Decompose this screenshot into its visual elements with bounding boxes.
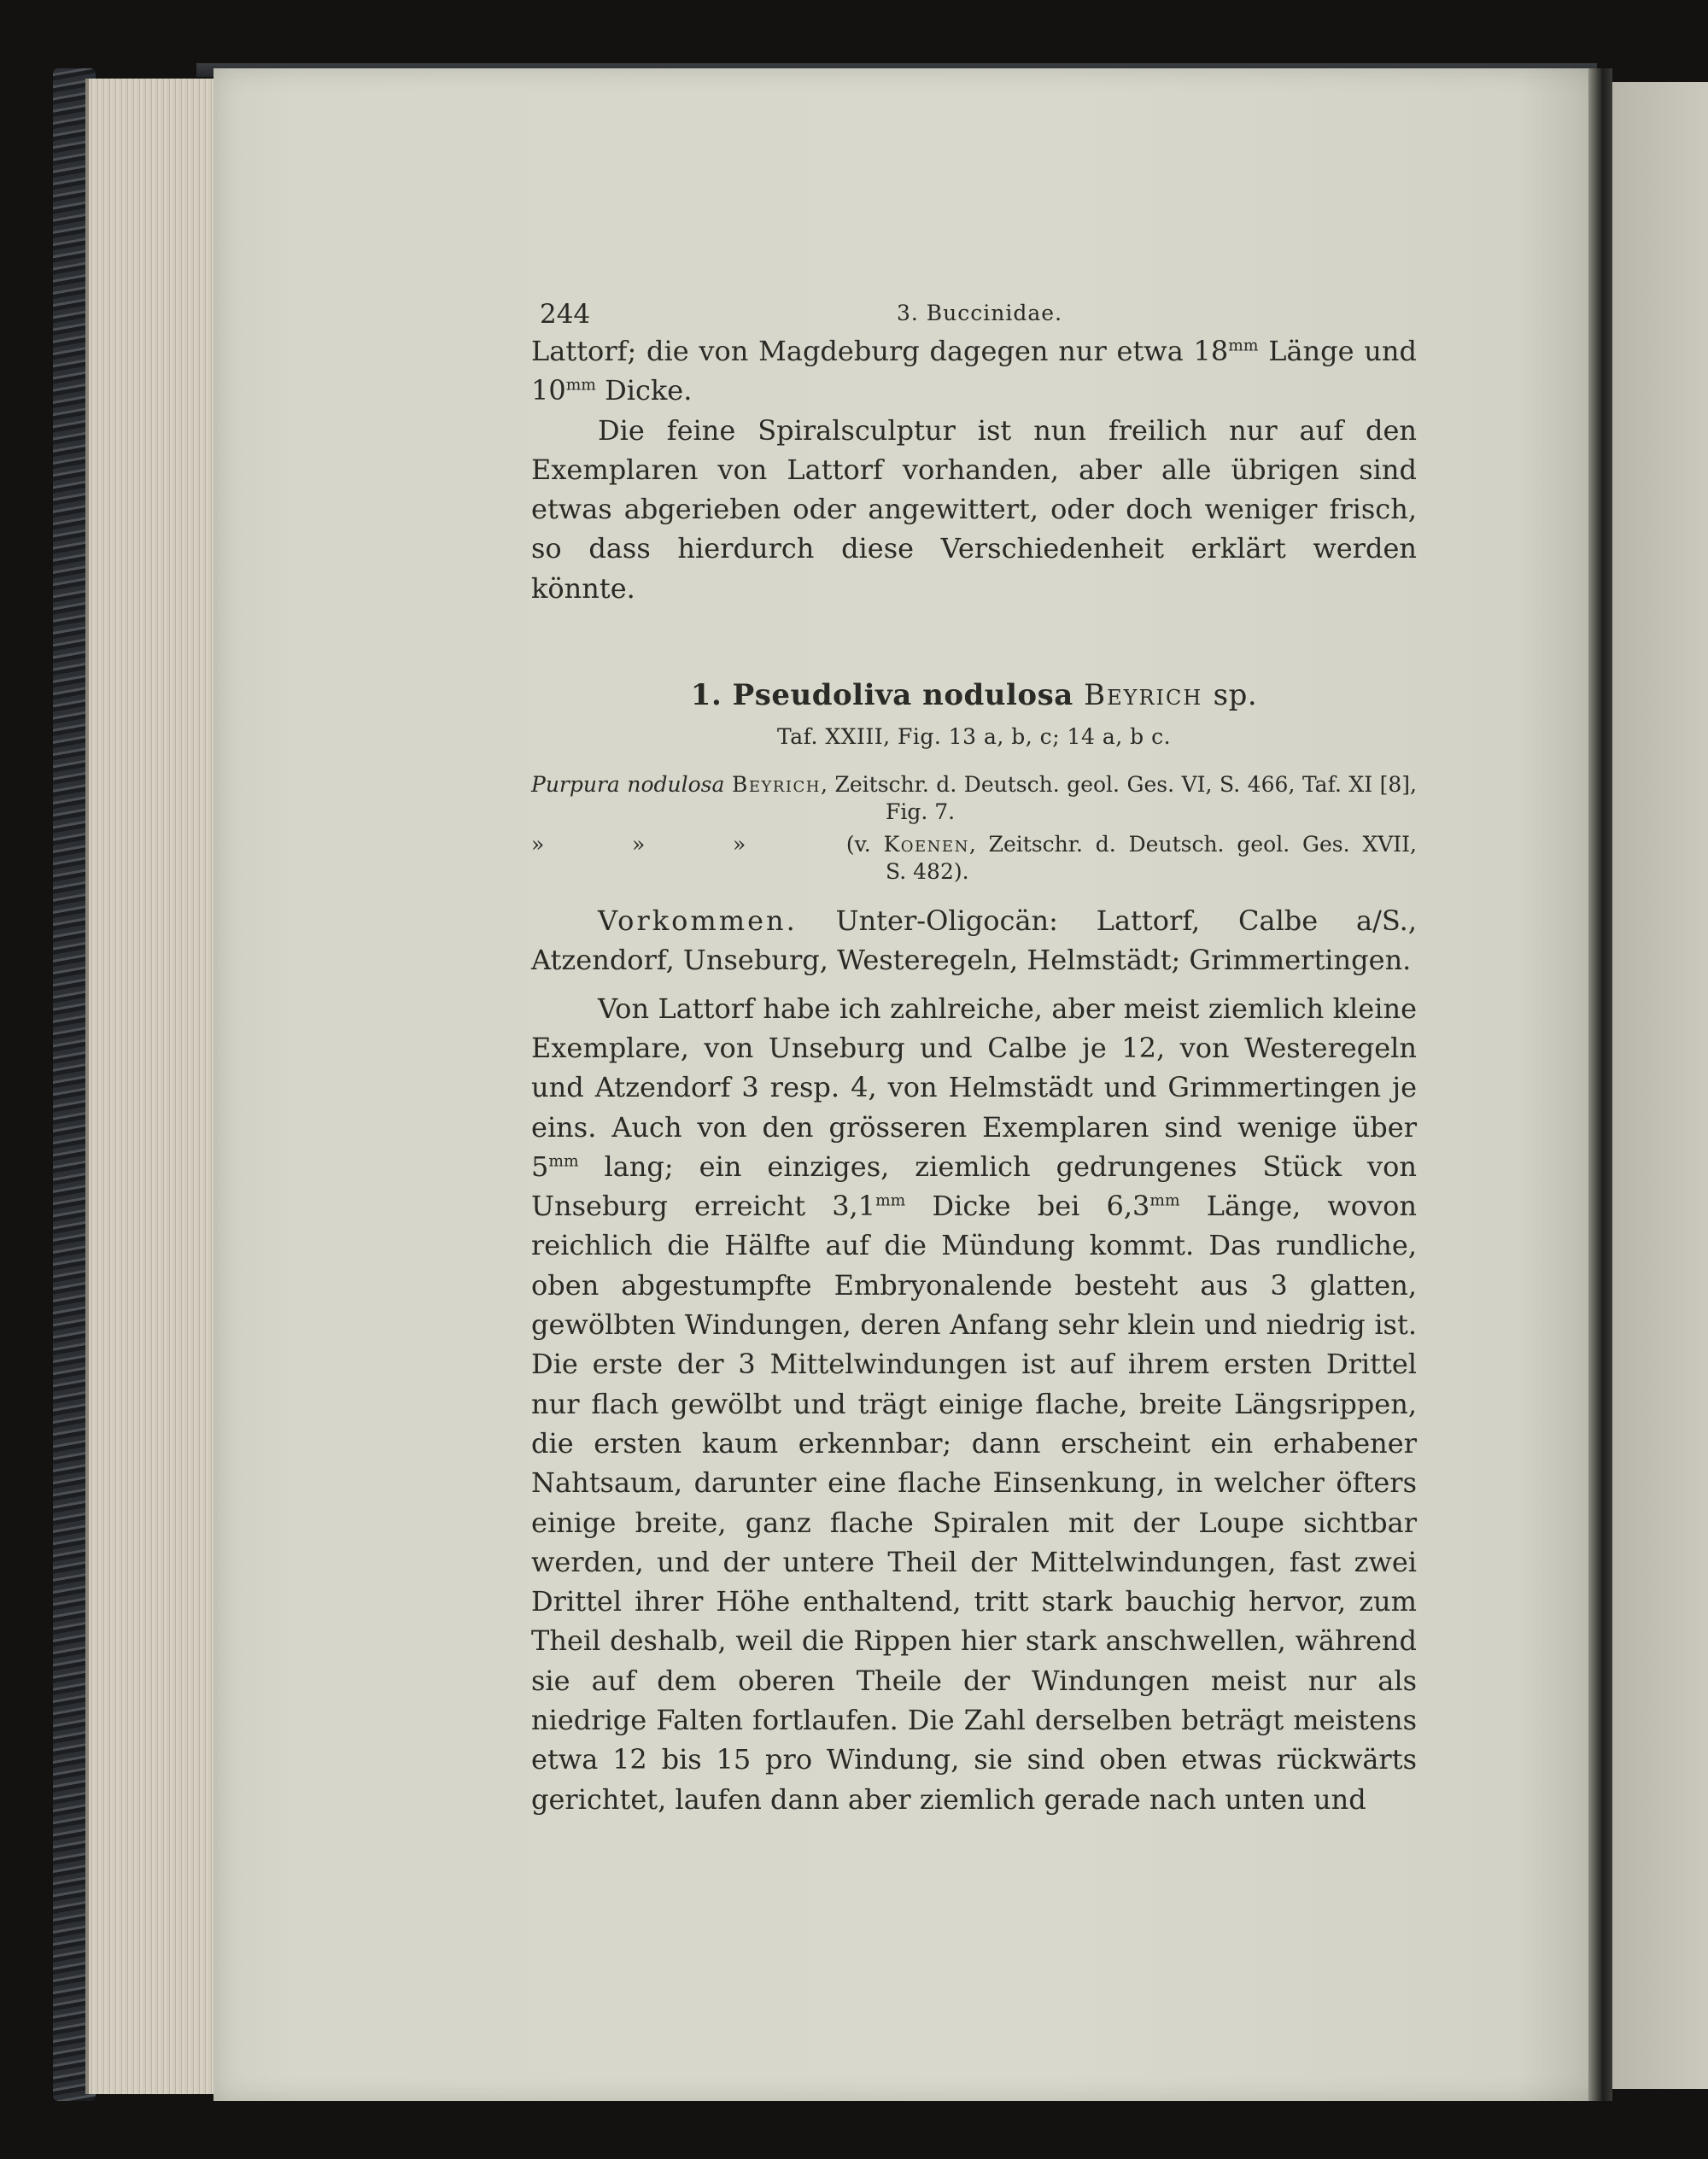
paragraph-sculpture: Die feine Spiralsculptur ist nun freilich nur auf den Exemplaren von Lattorf vorhanden, aber alle übrigen sind etwas abgerieben oder angewittert, oder doch weniger frisch, so dass hierdurch diese Verschiedenheit erklärt werden könnte. xyxy=(531,413,1417,605)
species-name: Pseudoliva nodulosa xyxy=(732,678,1073,713)
synonym-reference: , Zeitschr. d. Deutsch. geol. Ges. XVII, xyxy=(968,832,1417,857)
page-header xyxy=(531,289,1417,331)
occurrence-text: Unter-Oligocän: Lattorf, Calbe a/S., Atzendorf, Unseburg, Westeregeln, Helmstädt; Grimmertingen. xyxy=(531,904,1417,977)
unit-superscript: mm xyxy=(565,376,596,395)
text-run: Von Lattorf habe ich zahlreiche, aber meist ziemlich kleine Exemplare, von Unseburg und Calbe je 12, von Westeregeln und Atzendorf 3 resp. 4, von Helmstädt und Grimmertingen je eins. Auch von den grösseren Exemplaren sind wenige über 5 xyxy=(531,992,1417,1183)
synonym-author: Koenen xyxy=(883,832,969,857)
synonymy-entry xyxy=(531,771,1417,799)
ditto-mark: » xyxy=(531,832,545,857)
facing-page-edge xyxy=(1612,82,1708,2089)
synonymy-list xyxy=(531,771,1417,886)
text-run: Lattorf; die von Magdeburg dagegen nur etwa 18 xyxy=(531,335,1229,367)
synonymy-continuation: Fig. 7. xyxy=(886,799,956,825)
page-stack-edge xyxy=(85,79,225,2094)
species-author: Beyrich xyxy=(1084,678,1203,713)
page-number: 244 xyxy=(540,299,591,330)
synonymy-continuation: S. 482). xyxy=(886,859,969,885)
unit-superscript: mm xyxy=(1228,336,1259,355)
page-text-block xyxy=(531,289,1417,1819)
paragraph-occurrence xyxy=(531,901,1417,980)
unit-superscript: mm xyxy=(1149,1191,1180,1210)
ditto-mark: » xyxy=(632,832,646,857)
running-head: 3. Buccinidae. xyxy=(897,301,1063,325)
synonym-prefix: (v. xyxy=(845,832,884,857)
paragraph-continuation xyxy=(531,331,1417,411)
book-gutter xyxy=(1588,68,1612,2101)
text-run: Länge, wovon reichlich die Hälfte auf die Mündung kommt. Das rundliche, oben abgestumpfte Embryonalende besteht aus 3 glatten, gewölbten Windungen, deren Anfang sehr klein und niedrig ist. Die erste der 3 Mittelwindungen ist auf ihrem ersten Drittel nur flach gewölbt und trägt einige flache, breite Längsrippen, die ersten kaum erkennbar; dann erscheint ein erhabener Nahtsaum, darunter eine flache Einsenkung, in welcher öfters einige breite, ganz flache Spiralen mit der Loupe sichtbar werden, und der untere Theil der Mittelwindungen, fast zwei Drittel ihrer Höhe enthaltend, tritt stark bauchig hervor, zum Theil deshalb, weil die Rippen hier stark anschwellen, während sie auf dem oberen Theile der Windungen meist nur als niedrige Falten fortlaufen. Die Zahl derselben beträgt meistens etwa 12 bis 15 pro Windung, sie sind oben etwas rückwärts gerichtet, laufen dann aber ziemlich gerade nach unten und xyxy=(531,1190,1418,1816)
species-number: 1. xyxy=(690,678,722,713)
text-run: Dicke. xyxy=(595,374,693,407)
unit-superscript: mm xyxy=(875,1191,906,1210)
species-suffix: sp. xyxy=(1213,678,1258,713)
occurrence-label: Vorkommen. xyxy=(598,904,798,938)
synonym-name: Purpura nodulosa xyxy=(531,772,725,798)
synonymy-entry xyxy=(531,831,1417,858)
synonym-reference: , Zeitschr. d. Deutsch. geol. Ges. VI, S. 466, Taf. XI [8], xyxy=(821,772,1417,798)
synonym-author: Beyrich xyxy=(731,772,821,798)
unit-superscript: mm xyxy=(548,1152,579,1171)
spacer xyxy=(531,608,1417,678)
plate-reference: Taf. XXIII, Fig. 13 a, b, c; 14 a, b c. xyxy=(776,724,1172,750)
text-run: Dicke bei 6,3 xyxy=(905,1190,1150,1223)
paragraph-description xyxy=(531,989,1417,1819)
species-heading xyxy=(531,678,1417,712)
text-run: lang; ein einziges, ziemlich gedrungenes Stück von Unseburg erreicht 3,1 xyxy=(531,1150,1417,1223)
text-run: Länge und 10 xyxy=(531,335,1418,407)
ditto-mark: » xyxy=(733,832,746,857)
